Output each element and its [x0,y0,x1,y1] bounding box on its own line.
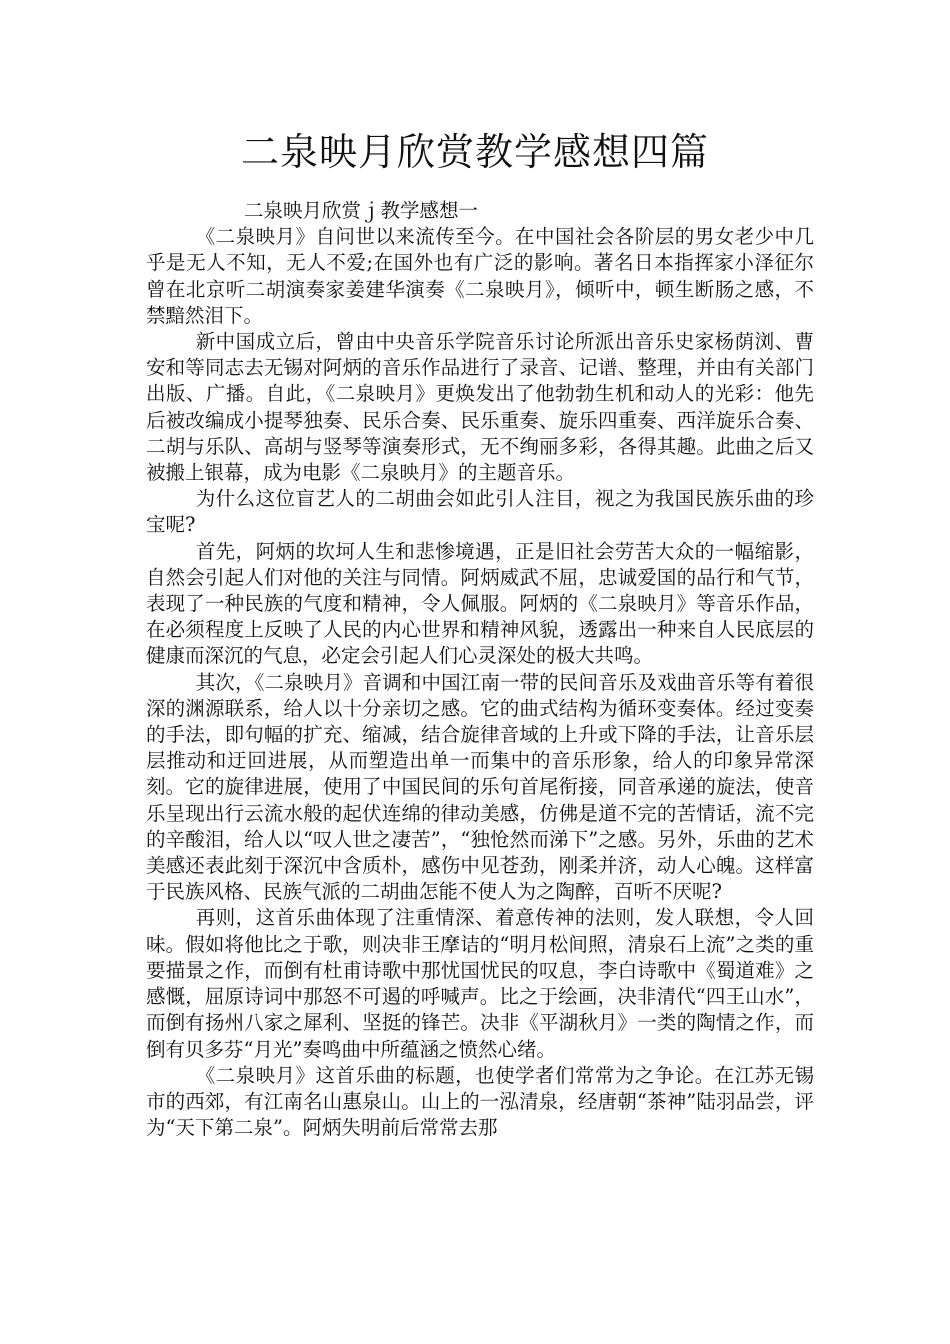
section-subtitle: 二泉映月欣赏ｊ教学感想一 [244,199,479,222]
paragraph-2: 新中国成立后，曾由中央音乐学院音乐讨论所派出音乐史家杨荫浏、曹安和等同志去无锡对阿炳的音乐作品进行了录音、记谱、整理，并由有关部门出版、广播。自此，《二泉映月》更焕发出了他勃勃生机和动人的光彩：他先后被改编成小提琴独奏、民乐合奏、民乐重奏、旋乐四重奏、西洋旋乐合奏、二胡与乐队、高胡与竖琴等演奏形式，无不绚丽多彩，各得其趣。此曲之后又被搬上银幕，成为电影《二泉映月》的主题音乐。 [146,330,814,485]
paragraph-6: 再则，这首乐曲体现了注重情深、着意传神的法则，发人联想，令人回味。假如将他比之于歌，则决非王摩诘的“明月松间照，清泉石上流”之类的重要描景之作，而倒有杜甫诗歌中那忧国忧民的叹息，李白诗歌中《蜀道难》之感慨，屈原诗词中那怒不可遏的呼喊声。比之于绘画，决非清代“四王山水”，而倒有扬州八家之犀利、坚挺的锋芒。决非《平湖秋月》一类的陶情之作，而倒有贝多芬“月光”奏鸣曲中所蕴涵之愤然心绪。 [146,906,814,1061]
paragraph-5: 其次，《二泉映月》音调和中国江南一带的民间音乐及戏曲音乐等有着很深的渊源联系，给人以十分亲切之感。它的曲式结构为循环变奏体。经过变奏的手法，即句幅的扩充、缩减，结合旋律音域的上升或下降的手法，让音乐层层推动和迂回进展，从而塑造出单一而集中的音乐形象，给人的印象异常深刻。它的旋律进展，使用了中国民间的乐句首尾衔接，同音承递的旋法，使音乐呈现出行云流水般的起伏连绵的律动美感，仿佛是道不完的苦情话，流不完的辛酸泪，给人以“叹人世之凄苦”，“独怆然而涕下”之感。另外，乐曲的艺术美感还表此刻于深沉中含质朴，感伤中见苍劲，刚柔并济，动人心魄。这样富于民族风格、民族气派的二胡曲怎能不使人为之陶醉，百听不厌呢? [146,670,814,904]
paragraph-1: 《二泉映月》自问世以来流传至今。在中国社会各阶层的男女老少中几乎是无人不知，无人不爱;在国外也有广泛的影响。著名日本指挥家小泽征尔曾在北京听二胡演奏家姜建华演奏《二泉映月》，倾听中，顿生断肠之感，不禁黯然泪下。 [146,225,814,327]
document-body [146,198,814,1141]
document-title: 二泉映月欣赏教学感想四篇 [240,130,709,174]
paragraph-3: 为什么这位盲艺人的二胡曲会如此引人注目，视之为我国民族乐曲的珍宝呢? [146,487,814,537]
paragraph-4: 首先，阿炳的坎坷人生和悲惨境遇，正是旧社会劳苦大众的一幅缩影，自然会引起人们对他的关注与同情。阿炳威武不屈，忠诚爱国的品行和气节，表现了一种民族的气度和精神，令人佩服。阿炳的《二泉映月》等音乐作品，在必须程度上反映了人民的内心世界和精神风貌，透露出一种来自人民底层的健康而深沉的气息，必定会引起人们心灵深处的极大共鸣。 [146,539,814,668]
paragraph-7: 《二泉映月》这首乐曲的标题，也使学者们常常为之争论。在江苏无锡市的西郊，有江南名山惠泉山。山上的一泓清泉，经唐朝“茶神”陆羽品尝，评为“天下第二泉”。阿炳失明前后常常去那 [146,1063,814,1140]
